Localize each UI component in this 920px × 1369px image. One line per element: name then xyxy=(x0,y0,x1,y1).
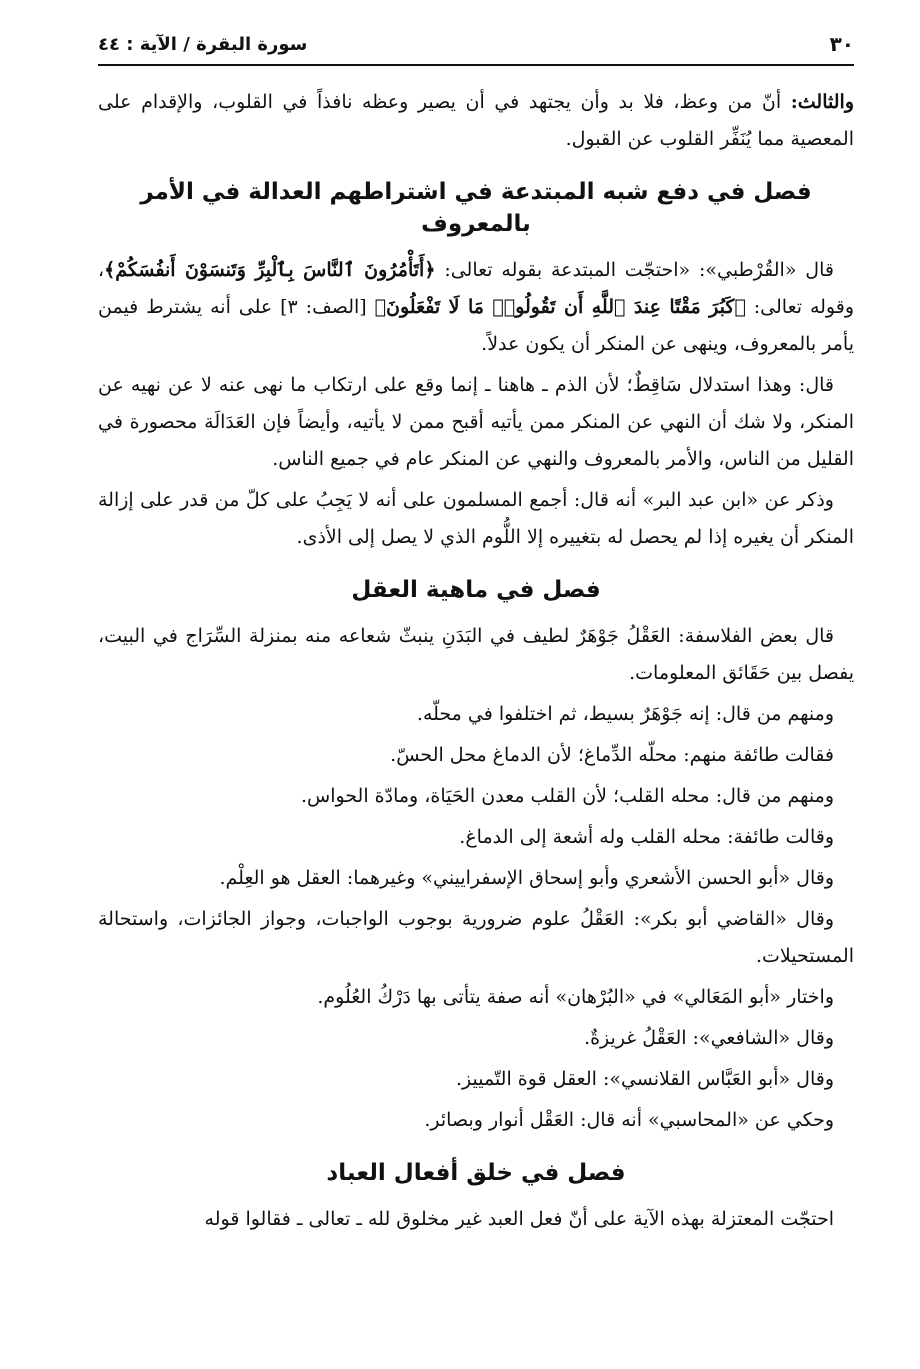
paragraph-brain: فقالت طائفة منهم: محلّه الدِّماغ؛ لأن الدماغ محل الحسّ. xyxy=(390,744,834,766)
paragraph-text: قال «القُرْطبي»: «احتجّت المبتدعة بقوله تعالى: xyxy=(444,259,834,281)
section-heading-justice: فصل في دفع شبه المبتدعة في اشتراطهم العدالة في الأمر بالمعروف xyxy=(140,179,812,237)
paragraph-text: ، وقوله تعالى: xyxy=(98,259,855,318)
paragraph-shafii: وقال «الشافعي»: العَقْلُ غريزةٌ. xyxy=(584,1027,834,1049)
page-header xyxy=(98,30,854,66)
page-number: ٣٠ xyxy=(829,32,854,56)
paragraph-label: والثالث: xyxy=(790,91,854,113)
page-body xyxy=(98,84,854,1238)
paragraph-text: [الصف: ٣] على أنه يشترط فيمن يأمر بالمعروف، وينهى عن المنكر أن يكون عدلاً. xyxy=(98,296,854,355)
paragraph-heart: ومنهم من قال: محله القلب؛ لأن القلب معدن الحَيَاة، ومادّة الحواس. xyxy=(300,785,834,807)
paragraph-abu-al-maali: واختار «أبو المَعَالي» في «البُرْهان» أنه صفة يتأتى بها دَرْكُ العُلُوم. xyxy=(317,986,834,1008)
running-title: سورة البقرة / الآية : ٤٤ xyxy=(98,34,308,55)
paragraph-ashari: وقال «أبو الحسن الأشعري وأبو إسحاق الإسفراييني» وغيرهما: العقل هو العِلْم. xyxy=(219,867,834,889)
paragraph-ibn-abd-al-barr: وذكر عن «ابن عبد البر» أنه قال: أجمع المسلمون على أنه لا يَجِبُ على كلّ من قدر على إزالة المنكر أن يغيره إذا لم يحصل له بتغييره إلا اللُّوم الذي لا يصل إلى الأذى. xyxy=(98,489,854,548)
paragraph-rebuttal: قال: وهذا استدلال سَاقِطٌ؛ لأن الذم ـ هاهنا ـ إنما وقع على ارتكاب ما نهى عنه لا عن نهيه عن المنكر، ولا شك أن النهي عن المنكر ممن يأتيه أقبح ممن لا يأتيه، وأيضاً فإن العَدَالَة محصورة في القليل من الناس، والأمر بالمعروف والنهي عن المنكر عام في جميع الناس. xyxy=(98,374,854,470)
paragraph-qalanisi: وقال «أبو العَبَّاس القلانسي»: العقل قوة التّمييز. xyxy=(455,1068,834,1090)
paragraph-mutazila: احتجّت المعتزلة بهذه الآية على أنّ فعل العبد غير مخلوق لله ـ تعالى ـ فقالوا قوله xyxy=(204,1208,834,1230)
quran-quote: ﴿كَبُرَ مَقْتًا عِندَ ٱللَّهِ أَن تَقُولُوا۟ مَا لَا تَفْعَلُونَ﴾ xyxy=(374,296,746,318)
paragraph-muhasibi: وحكي عن «المحاسبي» أنه قال: العَقْل أنوار وبصائر. xyxy=(424,1109,834,1131)
paragraph-philosophers: قال بعض الفلاسفة: العَقْلُ جَوْهَرٌ لطيف في البَدَنِ ينبثّ شعاعه منه بمنزلة السِّرَاج في البيت، يفصل بين حَقَائق المعلومات. xyxy=(98,625,854,684)
quran-quote: ﴿أَتَأْمُرُونَ ٱلنَّاسَ بِٱلْبِرِّ وَتَنسَوْنَ أَنفُسَكُمْ﴾ xyxy=(104,259,436,281)
paragraph-text: أنّ من وعظ، فلا بد وأن يجتهد في أن يصير وعظه نافذاً في القلوب، والإقدام على المعصية مما يُنَفِّر القلوب عن القبول. xyxy=(98,91,854,150)
section-heading-deeds: فصل في خلق أفعال العباد xyxy=(326,1160,626,1186)
paragraph-third-point xyxy=(98,84,854,158)
paragraph-qurtubi xyxy=(98,252,854,363)
paragraph-heart-rays: وقالت طائفة: محله القلب وله أشعة إلى الدماغ. xyxy=(459,826,834,848)
paragraph-abu-bakr: وقال «القاضي أبو بكر»: العَقْلُ علوم ضرورية بوجوب الواجبات، وجواز الجائزات، واستحالة المستحيلات. xyxy=(98,908,854,967)
section-heading-intellect: فصل في ماهية العقل xyxy=(351,577,601,603)
paragraph-simple-substance: ومنهم من قال: إنه جَوْهَرٌ بسيط، ثم اختلفوا في محلّه. xyxy=(416,703,834,725)
